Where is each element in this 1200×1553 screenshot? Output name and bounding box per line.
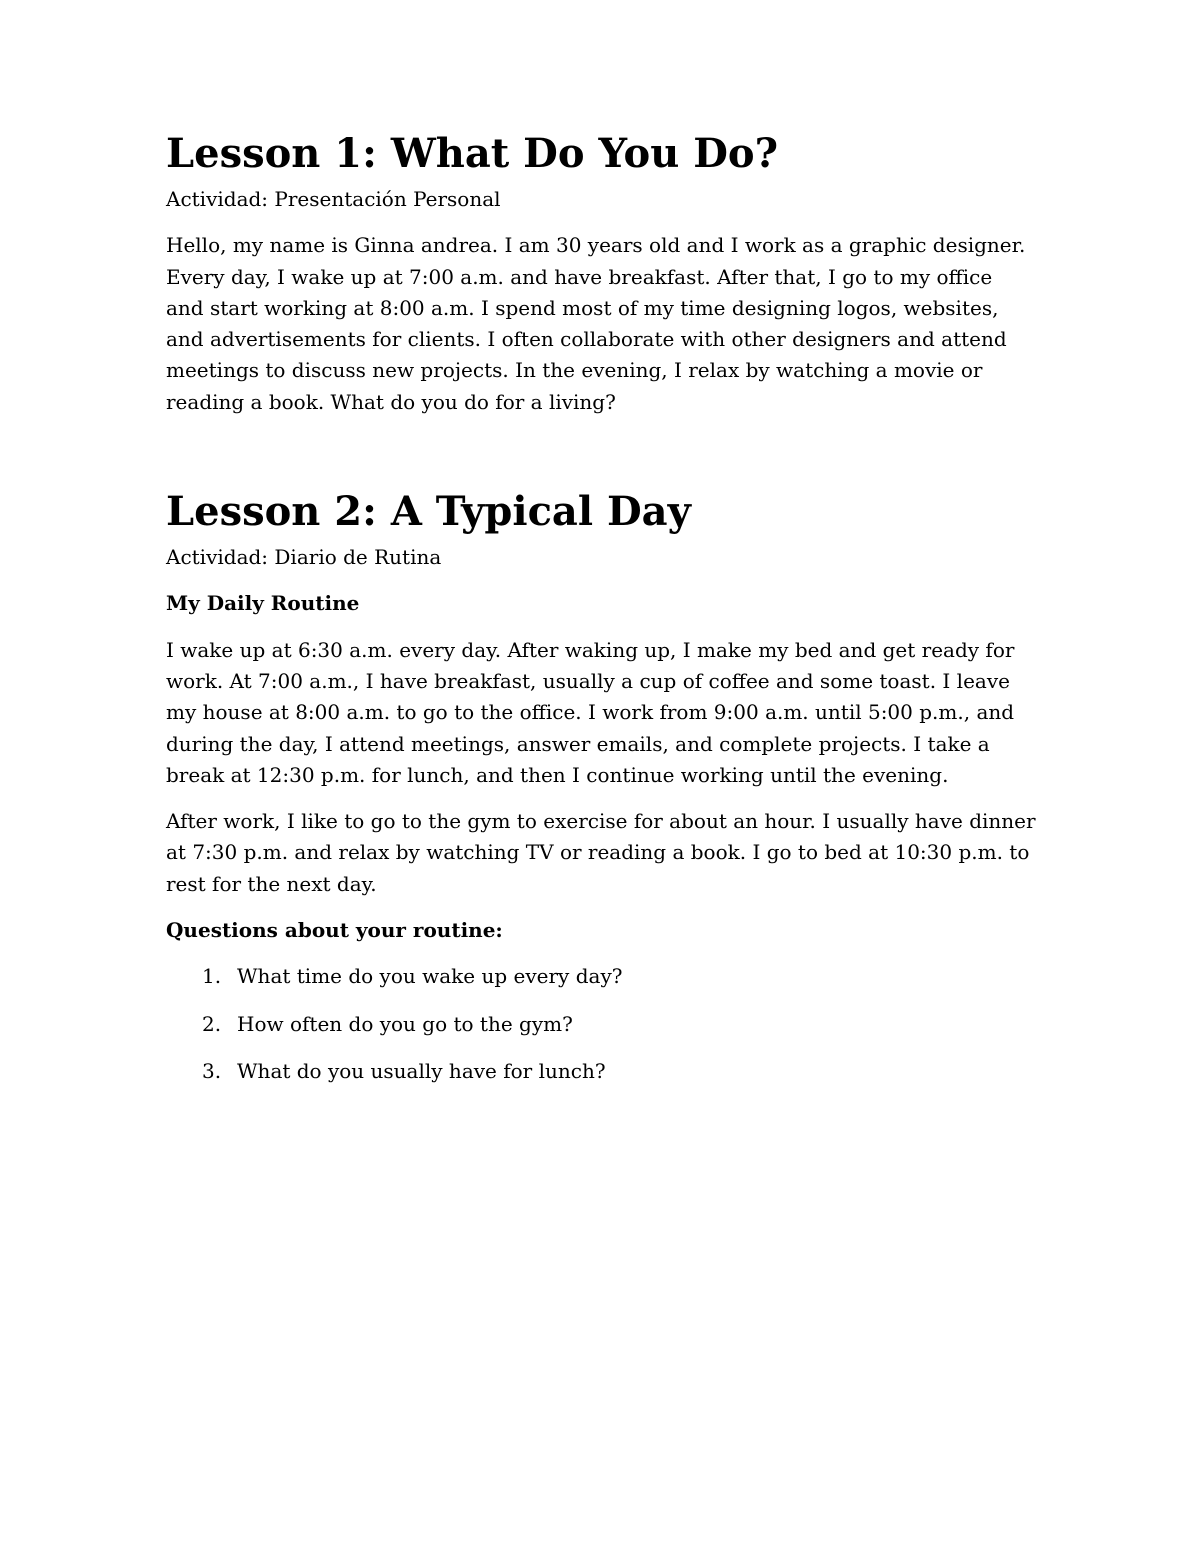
daily-routine-heading: My Daily Routine (166, 591, 360, 616)
questions-list (166, 961, 1036, 1087)
question-number: 3. (202, 1058, 222, 1083)
lesson-1-section (166, 130, 1036, 418)
question-item (166, 961, 1036, 992)
question-item (166, 1009, 1036, 1040)
question-text: What do you usually have for lunch? (237, 1058, 606, 1083)
lesson-1-title: Lesson 1: What Do You Do? (166, 130, 779, 177)
question-item (166, 1056, 1036, 1087)
lesson-1-paragraph: Hello, my name is Ginna andrea. I am 30 years old and I work as a graphic designer. Every day, I wake up at 7:00 a.m. and have breakfast. After that, I go to my office and start working at 8:00 a.m. I spend most of my time designing logos, websites, and advertisements for clients. I often collaborate with other designers and attend meetings to discuss new projects. In the evening, I relax by watching a movie or reading a book. What do you do for a living? (166, 233, 1026, 414)
lesson-2-activity: Actividad: Diario de Rutina (166, 545, 442, 570)
lesson-2-section (166, 488, 1036, 1087)
question-text: What time do you wake up every day? (237, 964, 623, 989)
question-number: 1. (202, 964, 222, 989)
routine-paragraph-1: I wake up at 6:30 a.m. every day. After waking up, I make my bed and get ready for work. At 7:00 a.m., I have breakfast, usually a cup of coffee and some toast. I leave my house at 8:00 a.m. to go to the office. I work from 9:00 a.m. until 5:00 p.m., and during the day, I attend meetings, answer emails, and complete projects. I take a break at 12:30 p.m. for lunch, and then I continue working until the evening. (166, 637, 1015, 787)
question-text: How often do you go to the gym? (237, 1011, 573, 1036)
lesson-1-activity: Actividad: Presentación Personal (166, 187, 501, 211)
routine-paragraph-2: After work, I like to go to the gym to exercise for about an hour. I usually have dinner at 7:30 p.m. and relax by watching TV or reading a book. I go to bed at 10:30 p.m. to rest for the next day. (166, 809, 1036, 896)
questions-heading: Questions about your routine: (166, 918, 503, 943)
question-number: 2. (202, 1011, 222, 1036)
lesson-2-title: Lesson 2: A Typical Day (166, 488, 691, 536)
document-body (166, 130, 1036, 1103)
